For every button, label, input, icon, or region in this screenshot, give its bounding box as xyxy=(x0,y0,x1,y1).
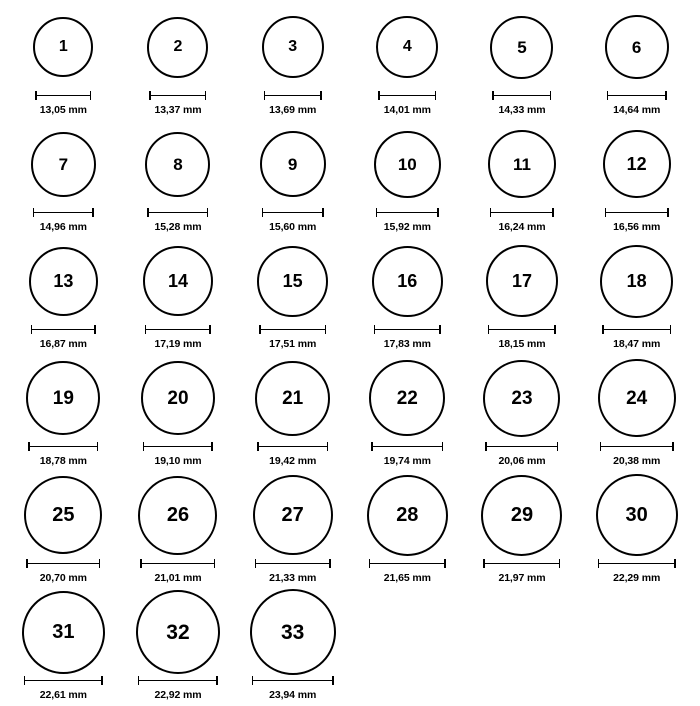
measure-bar-left-cap xyxy=(138,676,140,685)
ring-size-measurement-label: 21,33 mm xyxy=(269,572,317,584)
measure-bar xyxy=(138,676,218,685)
ring-size-number: 15 xyxy=(282,271,303,291)
ring-circle xyxy=(376,16,438,78)
ring-size-measurement-label: 17,19 mm xyxy=(154,338,202,350)
measure-bar-left-cap xyxy=(252,676,254,685)
ring-size-number: 7 xyxy=(58,154,69,174)
ring-size-number: 26 xyxy=(166,504,190,526)
ring-size-cell xyxy=(235,472,350,589)
ring-size-measurement-label: 22,29 mm xyxy=(613,572,661,584)
measure-bar-right-cap xyxy=(329,559,331,568)
ring-size-cell xyxy=(6,4,121,121)
ring-size-measurement-label: 22,92 mm xyxy=(154,689,202,701)
measure-bar-left-cap xyxy=(26,559,28,568)
measure-bar xyxy=(31,325,96,334)
ring-circle-wrap xyxy=(145,121,210,207)
ring-circle-wrap xyxy=(141,355,215,441)
ring-circle xyxy=(262,16,324,78)
ring-size-measurement-label: 16,56 mm xyxy=(613,221,661,233)
ring-circle-wrap xyxy=(33,4,93,90)
measure-bar-right-cap xyxy=(209,325,211,334)
measure-bar-line xyxy=(35,95,91,97)
ring-circle xyxy=(257,246,328,317)
ring-size-cell xyxy=(235,4,350,121)
measure-bar-line xyxy=(369,563,446,565)
measure-bar xyxy=(262,208,324,217)
measure-bar-right-cap xyxy=(216,676,218,685)
measure-bar-left-cap xyxy=(147,208,149,217)
measure-bar-right-cap xyxy=(99,559,101,568)
ring-size-cell xyxy=(350,355,465,472)
ring-size-cell xyxy=(121,121,236,238)
ring-size-cell xyxy=(465,4,580,121)
ring-size-number: 11 xyxy=(512,154,531,174)
ring-circle-wrap xyxy=(255,355,330,441)
measure-bar-right-cap xyxy=(674,559,676,568)
ring-size-number: 27 xyxy=(281,504,304,526)
ring-size-measurement-label: 16,87 mm xyxy=(39,338,87,350)
ring-circle xyxy=(372,246,443,317)
ring-circle xyxy=(253,475,333,555)
ring-size-number: 23 xyxy=(511,387,533,409)
ring-circle-wrap xyxy=(481,472,562,558)
ring-circle-wrap xyxy=(603,121,671,207)
measure-bar-left-cap xyxy=(35,91,37,100)
ring-size-number: 4 xyxy=(402,38,412,55)
ring-circle xyxy=(138,476,217,555)
measure-bar-right-cap xyxy=(320,91,322,100)
ring-circle xyxy=(483,360,560,437)
ring-circle-wrap xyxy=(260,121,326,207)
ring-circle xyxy=(29,247,98,316)
ring-circle-wrap xyxy=(483,355,560,441)
measure-bar-line xyxy=(607,95,667,97)
ring-size-measurement-label: 15,28 mm xyxy=(154,221,202,233)
measure-bar-line xyxy=(149,95,206,97)
ring-size-measurement-label: 19,10 mm xyxy=(154,455,202,467)
ring-circle-wrap xyxy=(22,589,105,675)
measure-bar-left-cap xyxy=(598,559,600,568)
measure-bar-right-cap xyxy=(665,91,667,100)
ring-size-cell xyxy=(235,121,350,238)
measure-bar xyxy=(598,559,676,568)
ring-circle xyxy=(136,590,220,674)
measure-bar-line xyxy=(490,212,554,214)
ring-size-number: 22 xyxy=(396,387,418,409)
ring-size-cell xyxy=(121,589,236,706)
measure-bar-left-cap xyxy=(140,559,142,568)
measure-bar xyxy=(264,91,322,100)
ring-size-measurement-label: 22,61 mm xyxy=(39,689,87,701)
measure-bar-left-cap xyxy=(490,208,492,217)
ring-size-number: 5 xyxy=(517,37,527,57)
measure-bar-line xyxy=(252,680,334,682)
ring-circle xyxy=(26,361,100,435)
ring-size-cell xyxy=(6,121,121,238)
measure-bar-line xyxy=(378,95,436,97)
ring-size-measurement-label: 21,65 mm xyxy=(383,572,431,584)
measure-bar-left-cap xyxy=(255,559,257,568)
measure-bar xyxy=(24,676,103,685)
measure-bar-line xyxy=(371,446,443,448)
ring-circle xyxy=(260,131,326,197)
measure-bar-line xyxy=(26,563,100,565)
measure-bar xyxy=(28,442,98,451)
measure-bar-left-cap xyxy=(485,442,487,451)
ring-size-number: 18 xyxy=(626,271,647,291)
measure-bar-left-cap xyxy=(33,208,35,217)
ring-circle xyxy=(598,359,676,437)
measure-bar xyxy=(26,559,100,568)
ring-size-number: 10 xyxy=(397,154,417,174)
ring-size-number: 32 xyxy=(166,620,190,644)
ring-size-cell xyxy=(235,355,350,472)
measure-bar-line xyxy=(147,212,208,214)
ring-size-number: 9 xyxy=(287,154,298,174)
ring-size-cell xyxy=(350,472,465,589)
ring-circle-wrap xyxy=(253,472,333,558)
ring-circle-wrap xyxy=(257,238,328,324)
ring-size-measurement-label: 19,74 mm xyxy=(383,455,431,467)
ring-size-measurement-label: 20,70 mm xyxy=(39,572,87,584)
ring-circle-wrap xyxy=(262,4,324,90)
measure-bar-left-cap xyxy=(607,91,609,100)
ring-size-number: 30 xyxy=(625,504,648,526)
ring-size-number: 3 xyxy=(288,38,298,55)
measure-bar-left-cap xyxy=(149,91,151,100)
measure-bar-right-cap xyxy=(90,91,92,100)
measure-bar xyxy=(600,442,674,451)
measure-bar-left-cap xyxy=(602,325,604,334)
measure-bar-right-cap xyxy=(97,442,99,451)
ring-circle-wrap xyxy=(143,238,213,324)
ring-circle-wrap xyxy=(598,355,676,441)
ring-circle xyxy=(31,132,96,197)
ring-circle xyxy=(596,474,678,556)
ring-size-cell xyxy=(6,355,121,472)
ring-circle xyxy=(250,589,336,675)
ring-size-cell xyxy=(121,472,236,589)
measure-bar-right-cap xyxy=(559,559,561,568)
measure-bar xyxy=(485,442,558,451)
ring-size-cell xyxy=(6,472,121,589)
measure-bar-line xyxy=(600,446,674,448)
ring-size-cell xyxy=(465,238,580,355)
ring-size-measurement-label: 17,83 mm xyxy=(383,338,431,350)
measure-bar-left-cap xyxy=(28,442,30,451)
ring-size-number: 28 xyxy=(396,504,419,526)
measure-bar-line xyxy=(488,329,556,331)
measure-bar-line xyxy=(262,212,324,214)
measure-bar xyxy=(376,208,439,217)
measure-bar xyxy=(143,442,213,451)
ring-size-measurement-label: 14,96 mm xyxy=(39,221,87,233)
ring-size-measurement-label: 18,78 mm xyxy=(39,455,87,467)
measure-bar xyxy=(490,208,554,217)
ring-size-number: 25 xyxy=(52,504,75,526)
measure-bar xyxy=(378,91,436,100)
ring-size-number: 29 xyxy=(510,504,534,526)
measure-bar-right-cap xyxy=(214,559,216,568)
measure-bar-left-cap xyxy=(374,325,376,334)
ring-size-number: 24 xyxy=(626,387,648,409)
measure-bar-line xyxy=(374,329,441,331)
measure-bar-line xyxy=(602,329,671,331)
measure-bar-left-cap xyxy=(262,208,264,217)
measure-bar xyxy=(35,91,91,100)
ring-circle xyxy=(374,131,441,198)
measure-bar xyxy=(149,91,206,100)
measure-bar-right-cap xyxy=(94,325,96,334)
ring-size-cell xyxy=(121,238,236,355)
measure-bar-left-cap xyxy=(143,442,145,451)
ring-size-measurement-label: 21,97 mm xyxy=(498,572,546,584)
measure-bar xyxy=(255,559,331,568)
ring-circle-wrap xyxy=(24,472,102,558)
measure-bar xyxy=(371,442,443,451)
ring-size-number: 19 xyxy=(52,387,74,409)
ring-size-measurement-label: 13,05 mm xyxy=(39,104,87,116)
ring-size-cell xyxy=(579,355,694,472)
ring-circle xyxy=(33,17,93,77)
ring-size-measurement-label: 14,33 mm xyxy=(498,104,546,116)
ring-size-number: 31 xyxy=(52,621,75,643)
ring-circle xyxy=(481,475,562,556)
ring-size-measurement-label: 15,60 mm xyxy=(269,221,317,233)
measure-bar xyxy=(492,91,551,100)
ring-circle xyxy=(600,245,673,318)
measure-bar-left-cap xyxy=(483,559,485,568)
measure-bar xyxy=(602,325,671,334)
ring-size-number: 17 xyxy=(511,271,532,291)
measure-bar-line xyxy=(376,212,439,214)
measure-bar-right-cap xyxy=(437,208,439,217)
ring-size-number: 20 xyxy=(167,387,189,409)
measure-bar xyxy=(488,325,556,334)
ring-size-cell xyxy=(579,4,694,121)
measure-bar-line xyxy=(28,446,98,448)
ring-circle-wrap xyxy=(600,238,673,324)
measure-bar-left-cap xyxy=(371,442,373,451)
measure-bar xyxy=(605,208,669,217)
measure-bar-right-cap xyxy=(439,325,441,334)
measure-bar-line xyxy=(138,680,218,682)
measure-bar-line xyxy=(143,446,213,448)
ring-circle xyxy=(490,16,553,79)
ring-size-number: 13 xyxy=(53,271,74,291)
measure-bar-line xyxy=(33,212,94,214)
measure-bar xyxy=(257,442,328,451)
measure-bar-left-cap xyxy=(145,325,147,334)
ring-circle-wrap xyxy=(147,4,208,90)
ring-size-cell xyxy=(579,121,694,238)
measure-bar xyxy=(259,325,326,334)
ring-size-number: 8 xyxy=(173,154,183,174)
measure-bar xyxy=(252,676,334,685)
ring-size-cell xyxy=(350,238,465,355)
measure-bar xyxy=(147,208,208,217)
measure-bar-right-cap xyxy=(322,208,324,217)
ring-circle xyxy=(486,245,558,317)
measure-bar-right-cap xyxy=(670,325,672,334)
ring-circle-wrap xyxy=(136,589,220,675)
measure-bar-line xyxy=(24,680,103,682)
ring-circle-wrap xyxy=(367,472,448,558)
measure-bar-line xyxy=(492,95,551,97)
ring-size-cell xyxy=(235,589,350,706)
ring-size-cell xyxy=(6,238,121,355)
measure-bar-left-cap xyxy=(31,325,33,334)
ring-size-cell xyxy=(350,4,465,121)
ring-size-number: 12 xyxy=(626,154,647,174)
ring-circle xyxy=(22,591,105,674)
ring-circle xyxy=(145,132,210,197)
ring-size-cell xyxy=(579,238,694,355)
measure-bar-line xyxy=(31,329,96,331)
measure-bar-line xyxy=(140,563,215,565)
ring-circle xyxy=(488,130,556,198)
measure-bar xyxy=(369,559,446,568)
measure-bar-right-cap xyxy=(205,91,207,100)
measure-bar-left-cap xyxy=(605,208,607,217)
measure-bar-right-cap xyxy=(557,442,559,451)
measure-bar xyxy=(140,559,215,568)
measure-bar-left-cap xyxy=(24,676,26,685)
measure-bar-right-cap xyxy=(325,325,327,334)
ring-size-measurement-label: 14,64 mm xyxy=(613,104,661,116)
ring-circle-wrap xyxy=(31,121,96,207)
ring-size-number: 6 xyxy=(631,37,642,57)
ring-circle xyxy=(255,361,330,436)
measure-bar-left-cap xyxy=(378,91,380,100)
measure-bar-right-cap xyxy=(672,442,674,451)
ring-size-measurement-label: 17,51 mm xyxy=(269,338,317,350)
ring-circle-wrap xyxy=(29,238,98,324)
measure-bar xyxy=(145,325,211,334)
measure-bar xyxy=(483,559,560,568)
ring-circle xyxy=(605,15,669,79)
ring-size-number: 1 xyxy=(58,38,68,55)
measure-bar-line xyxy=(598,563,676,565)
ring-circle-wrap xyxy=(596,472,678,558)
ring-circle-wrap xyxy=(138,472,217,558)
ring-size-cell xyxy=(465,355,580,472)
ring-size-cell xyxy=(6,589,121,706)
measure-bar-line xyxy=(605,212,669,214)
measure-bar xyxy=(374,325,441,334)
ring-circle-wrap xyxy=(372,238,443,324)
measure-bar-left-cap xyxy=(264,91,266,100)
ring-circle-wrap xyxy=(490,4,553,90)
ring-circle-wrap xyxy=(486,238,558,324)
ring-size-cell xyxy=(465,472,580,589)
measure-bar-right-cap xyxy=(92,208,94,217)
ring-size-cell xyxy=(121,355,236,472)
ring-circle xyxy=(143,246,213,316)
ring-size-cell xyxy=(465,121,580,238)
ring-circle-wrap xyxy=(250,589,336,675)
measure-bar-line xyxy=(259,329,326,331)
measure-bar-right-cap xyxy=(667,208,669,217)
measure-bar-left-cap xyxy=(259,325,261,334)
measure-bar-right-cap xyxy=(332,676,334,685)
measure-bar-left-cap xyxy=(492,91,494,100)
ring-circle xyxy=(603,130,671,198)
ring-size-number: 2 xyxy=(173,38,183,55)
ring-size-number: 14 xyxy=(167,271,188,291)
ring-size-cell xyxy=(579,472,694,589)
measure-bar-right-cap xyxy=(101,676,103,685)
measure-bar-right-cap xyxy=(552,208,554,217)
ring-size-measurement-label: 13,69 mm xyxy=(269,104,317,116)
measure-bar-right-cap xyxy=(554,325,556,334)
ring-size-number: 33 xyxy=(280,620,305,644)
ring-circle-wrap xyxy=(605,4,669,90)
ring-circle xyxy=(24,476,102,554)
ring-size-measurement-label: 20,38 mm xyxy=(613,455,661,467)
ring-size-measurement-label: 19,42 mm xyxy=(269,455,317,467)
measure-bar-line xyxy=(485,446,558,448)
ring-size-number: 16 xyxy=(397,271,418,291)
ring-size-measurement-label: 23,94 mm xyxy=(269,689,317,701)
measure-bar-right-cap xyxy=(550,91,552,100)
ring-circle xyxy=(369,360,445,436)
ring-circle xyxy=(367,475,448,556)
measure-bar-right-cap xyxy=(207,208,209,217)
measure-bar-right-cap xyxy=(327,442,329,451)
ring-circle xyxy=(141,361,215,435)
measure-bar xyxy=(33,208,94,217)
ring-circle-wrap xyxy=(369,355,445,441)
measure-bar-left-cap xyxy=(376,208,378,217)
measure-bar-left-cap xyxy=(488,325,490,334)
measure-bar-left-cap xyxy=(369,559,371,568)
measure-bar-left-cap xyxy=(257,442,259,451)
ring-size-cell xyxy=(235,238,350,355)
ring-circle-wrap xyxy=(374,121,441,207)
measure-bar-left-cap xyxy=(600,442,602,451)
ring-size-cell xyxy=(350,121,465,238)
ring-size-measurement-label: 14,01 mm xyxy=(383,104,431,116)
measure-bar-right-cap xyxy=(211,442,213,451)
ring-size-cell xyxy=(121,4,236,121)
ring-circle-wrap xyxy=(376,4,438,90)
ring-size-number: 21 xyxy=(282,387,304,409)
measure-bar xyxy=(607,91,667,100)
ring-circle xyxy=(147,17,208,78)
ring-size-measurement-label: 18,47 mm xyxy=(613,338,661,350)
measure-bar-line xyxy=(257,446,328,448)
measure-bar-right-cap xyxy=(442,442,444,451)
measure-bar-line xyxy=(483,563,560,565)
ring-size-measurement-label: 13,37 mm xyxy=(154,104,202,116)
ring-size-measurement-label: 20,06 mm xyxy=(498,455,546,467)
ring-circle-wrap xyxy=(26,355,100,441)
measure-bar-right-cap xyxy=(435,91,437,100)
measure-bar-right-cap xyxy=(444,559,446,568)
ring-circle-wrap xyxy=(488,121,556,207)
ring-size-measurement-label: 16,24 mm xyxy=(498,221,546,233)
measure-bar-line xyxy=(255,563,331,565)
ring-size-measurement-label: 18,15 mm xyxy=(498,338,546,350)
measure-bar-line xyxy=(264,95,322,97)
ring-size-measurement-label: 21,01 mm xyxy=(154,572,202,584)
ring-size-measurement-label: 15,92 mm xyxy=(383,221,431,233)
measure-bar-line xyxy=(145,329,211,331)
